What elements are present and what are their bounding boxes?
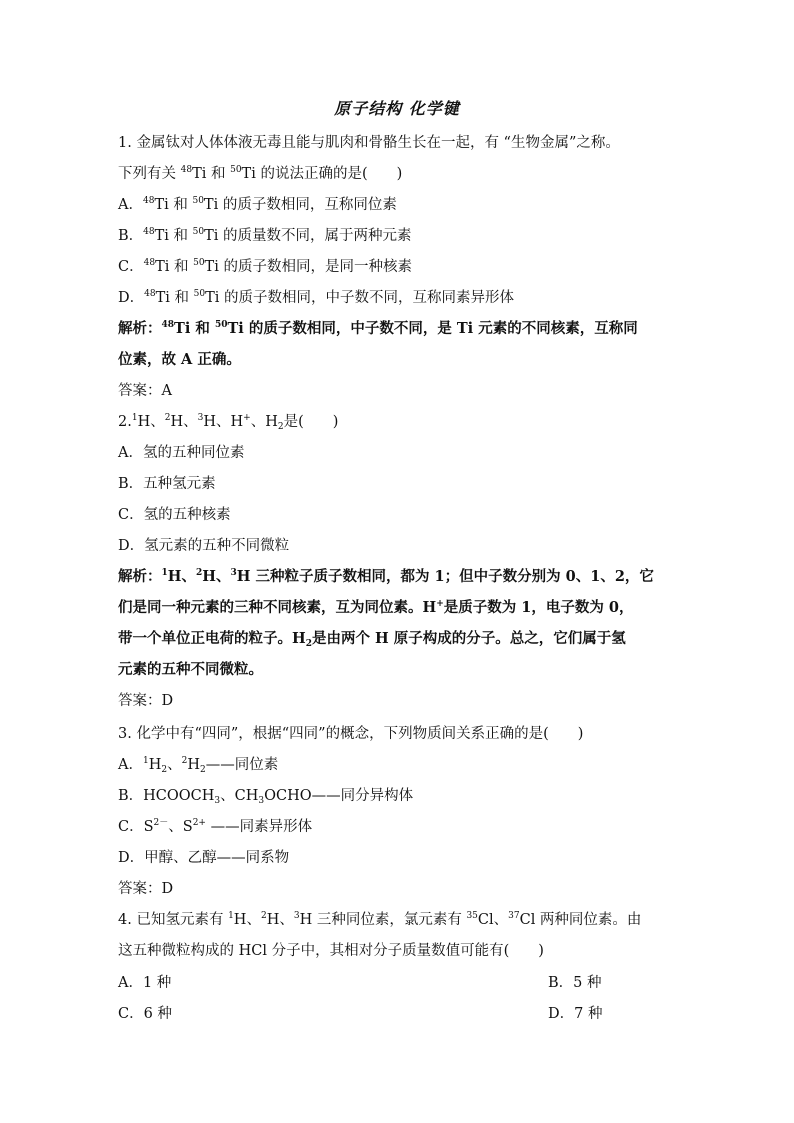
q3-option-d: D．甲醇、乙醇——同系物 (118, 850, 290, 866)
q4-option-d: D．7 种 (548, 1006, 603, 1022)
q2-analysis-line1: 解析：$^1$H、$^2$H、$^3$H 三种粒子质子数相同，都为 1；但中子数分别为 0、1、2，它 (118, 568, 654, 585)
q2-option-d: D．氢元素的五种不同微粒 (118, 538, 290, 554)
q1-option-d: D．$^{48}$Ti 和 $^{50}$Ti 的质子数相同，中子数不同，互称同素异形体 (118, 289, 514, 306)
page-title: 原子结构 化学键 (334, 99, 460, 118)
q2-option-b: B．五种氢元素 (118, 476, 216, 492)
q3-answer: 答案：D (118, 881, 174, 897)
q4-stem-line1: 4. 已知氢元素有 $^1$H、$^2$H、$^3$H 三种同位素，氯元素有 $^{35}$Cl、$^{37}$Cl 两种同位素。由 (118, 911, 642, 928)
q2-analysis-line3: 带一个单位正电荷的粒子。$H_2$是由两个 H 原子构成的分子。总之，它们属于氢 (118, 630, 626, 649)
q2-option-c: C．氢的五种核素 (118, 507, 231, 523)
q2-analysis-line2: 们是同一种元素的三种不同核素，互为同位素。H+是质子数为 1，电子数为 0， (118, 599, 634, 616)
q1-option-c: C．$^{48}$Ti 和 $^{50}$Ti 的质子数相同，是同一种核素 (118, 258, 412, 275)
q2-option-a: A．氢的五种同位素 (118, 445, 245, 461)
q1-option-b: B．$^{48}$Ti 和 $^{50}$Ti 的质量数不同，属于两种元素 (118, 227, 412, 244)
q1-answer: 答案：A (118, 383, 172, 399)
q1-stem-line1: 1. 金属钛对人体体液无毒且能与肌肉和骨骼生长在一起，有 “生物金属”之称。 (118, 135, 620, 151)
q2-analysis-line4: 元素的五种不同微粒。 (118, 661, 263, 678)
q4-options-row2 (118, 1004, 678, 1024)
q1-stem-line2: 下列有关 $^{48}$Ti 和 $^{50}$Ti 的说法正确的是( ) (118, 165, 403, 182)
q3-stem: 3. 化学中有“四同”，根据“四同”的概念，下列物质间关系正确的是( ) (118, 726, 584, 742)
q1-analysis-line1: 解析：$^{48}$Ti 和 $^{50}$Ti 的质子数相同，中子数不同，是 Ti 元素的不同核素，互称同 (118, 320, 638, 337)
q2-answer: 答案：D (118, 693, 174, 709)
q3-option-a: A．$^1H_2$、$^2H_2——$同位素 (118, 756, 279, 775)
q4-option-b: B．5 种 (548, 975, 602, 991)
q4-option-c: C．6 种 (118, 1006, 172, 1022)
q1-analysis-line2: 位素，故 A 正确。 (118, 351, 241, 368)
q4-stem-line2: 这五种微粒构成的 HCl 分子中，其相对分子质量数值可能有( ) (118, 943, 544, 959)
q4-options-row1 (118, 973, 678, 993)
q3-option-b: B．$HCOOCH_3$、$CH_3OCHO——$同分异构体 (118, 788, 414, 806)
q1-option-a: A．$^{48}$Ti 和 $^{50}$Ti 的质子数相同，互称同位素 (118, 196, 397, 213)
q2-stem: 2.$^1$H、$^2$H、$^3$H、H+、$H_2$是( ) (118, 413, 339, 432)
q4-option-a: A．1 种 (118, 975, 172, 991)
q3-option-c: C．$S^{2-}$、$S^{2+}$ ——同素异形体 (118, 818, 313, 835)
